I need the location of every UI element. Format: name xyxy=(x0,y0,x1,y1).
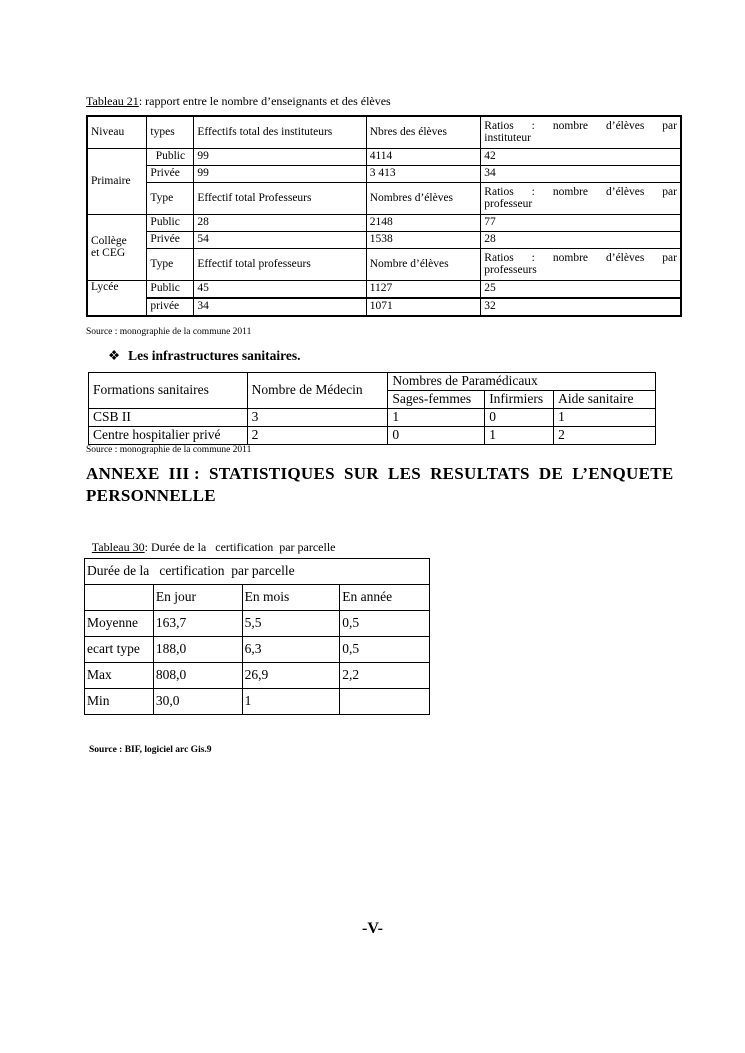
infrastructures-source: Source : monographie de la commune 2011 xyxy=(86,445,252,455)
table-row xyxy=(87,165,681,182)
table-row xyxy=(87,280,681,298)
row-ecart-annee: 0,5 xyxy=(340,637,430,663)
header-niveau: Niveau xyxy=(87,116,147,148)
college-privee-eleves: 1538 xyxy=(366,231,481,248)
infrastructures-title: Les infrastructures sanitaires. xyxy=(128,348,301,363)
college-public-ratio: 77 xyxy=(481,214,681,231)
header-medecin: Nombre de Médecin xyxy=(247,373,388,409)
row-min-jour: 30,0 xyxy=(153,689,242,715)
lycee-public-ratio: 25 xyxy=(481,280,681,298)
table-row xyxy=(85,585,430,611)
row1-sages-femmes: 1 xyxy=(388,409,485,427)
row-ecart-label: ecart type xyxy=(85,637,154,663)
table-row xyxy=(89,427,656,445)
primaire-subheader-eleves: Nombres d’élèves xyxy=(366,182,481,214)
column-en-jour: En jour xyxy=(153,585,242,611)
row2-aide: 2 xyxy=(554,427,656,445)
infrastructures-table xyxy=(88,372,656,445)
tableau21-source: Source : monographie de la commune 2011 xyxy=(86,327,252,337)
annexe-heading-line2: PERSONNELLE xyxy=(86,486,216,505)
row-max-jour: 808,0 xyxy=(153,663,242,689)
column-en-mois: En mois xyxy=(242,585,340,611)
table-row xyxy=(87,214,681,231)
tableau30-caption xyxy=(86,525,336,555)
row1-infirmiers: 0 xyxy=(485,409,554,427)
college-privee-effectif: 54 xyxy=(194,231,366,248)
row1-medecin: 3 xyxy=(247,409,388,427)
college-privee-ratio: 28 xyxy=(481,231,681,248)
page-number: -V- xyxy=(361,920,384,937)
row-moyenne-jour: 163,7 xyxy=(153,611,242,637)
row-moyenne-mois: 5,5 xyxy=(242,611,340,637)
header-infirmiers: Infirmiers xyxy=(485,391,554,409)
header-effectifs: Effectifs total des instituteurs xyxy=(194,116,366,148)
primaire-public-eleves: 4114 xyxy=(366,148,481,165)
college-subheader-ratio-line2: professeurs xyxy=(484,264,537,276)
header-ratio-line2: instituteur xyxy=(484,132,531,145)
tableau30-corner xyxy=(85,585,154,611)
college-label xyxy=(87,214,147,280)
row-min-mois: 1 xyxy=(242,689,340,715)
lycee-privee-eleves: 1071 xyxy=(366,298,481,316)
table-row xyxy=(87,248,681,280)
college-public-type: Public xyxy=(147,214,194,231)
college-label-line1: Collège xyxy=(91,234,127,247)
row-min-annee xyxy=(340,689,430,715)
tableau21-caption-text: : rapport entre le nombre d’enseignants et des élèves xyxy=(138,94,391,108)
tableau30-caption-text: : Durée de la certification par parcelle xyxy=(144,540,336,554)
diamond-bullet-icon: ❖ xyxy=(108,348,121,363)
primaire-subheader-type: Type xyxy=(147,182,194,214)
row-max-label: Max xyxy=(85,663,154,689)
tableau30-table xyxy=(84,558,430,715)
table-row xyxy=(89,409,656,427)
row1-aide: 1 xyxy=(554,409,656,427)
header-aide: Aide sanitaire xyxy=(554,391,656,409)
row-max-annee: 2,2 xyxy=(340,663,430,689)
row-ecart-mois: 6,3 xyxy=(242,637,340,663)
header-ratio xyxy=(481,116,681,148)
primaire-subheader-ratio xyxy=(481,182,681,214)
column-en-annee: En année xyxy=(340,585,430,611)
infrastructures-heading xyxy=(108,348,300,364)
lycee-privee-ratio: 32 xyxy=(481,298,681,316)
annexe-heading-line1: ANNEXE III : STATISTIQUES SUR LES RESULTATS DE L’ENQUETE xyxy=(86,464,674,483)
row1-formation: CSB II xyxy=(89,409,248,427)
table-row xyxy=(87,231,681,248)
primaire-public-effectif: 99 xyxy=(194,148,366,165)
row-min-label: Min xyxy=(85,689,154,715)
tableau21-caption-label: Tableau 21 xyxy=(86,94,139,108)
lycee-public-eleves: 1127 xyxy=(366,280,481,298)
college-subheader-eleves: Nombre d’élèves xyxy=(366,248,481,280)
college-subheader-type: Type xyxy=(147,248,194,280)
primaire-privee-effectif: 99 xyxy=(194,165,366,182)
primaire-subheader-effectif: Effectif total Professeurs xyxy=(194,182,366,214)
table-row xyxy=(87,182,681,214)
primaire-public-type: Public xyxy=(147,148,194,165)
college-public-effectif: 28 xyxy=(194,214,366,231)
header-formations: Formations sanitaires xyxy=(89,373,248,409)
tableau30-caption-label: Tableau 30 xyxy=(91,540,145,554)
row-moyenne-annee: 0,5 xyxy=(340,611,430,637)
header-sages-femmes: Sages-femmes xyxy=(388,391,485,409)
college-subheader-ratio-line1: Ratios : nombre d’élèves par xyxy=(484,251,677,264)
tableau30-source: Source : BIF, logiciel arc Gis.9 xyxy=(89,745,212,755)
lycee-privee-effectif: 34 xyxy=(194,298,366,316)
row2-medecin: 2 xyxy=(247,427,388,445)
college-public-eleves: 2148 xyxy=(366,214,481,231)
primaire-label: Primaire xyxy=(87,148,147,214)
tableau30-title: Durée de la certification par parcelle xyxy=(85,559,430,585)
row2-sages-femmes: 0 xyxy=(388,427,485,445)
row2-formation: Centre hospitalier privé xyxy=(89,427,248,445)
row-ecart-jour: 188,0 xyxy=(153,637,242,663)
header-types: types xyxy=(147,116,194,148)
tableau21-table xyxy=(86,115,682,317)
tableau21-caption xyxy=(86,94,391,109)
table-row xyxy=(85,611,430,637)
table-row xyxy=(85,663,430,689)
header-ratio-line1: Ratios : nombre d’élèves par xyxy=(484,120,677,133)
table-row xyxy=(87,148,681,165)
primaire-privee-eleves: 3 413 xyxy=(366,165,481,182)
table-row xyxy=(87,298,681,316)
row-moyenne-label: Moyenne xyxy=(85,611,154,637)
primaire-privee-type: Privée xyxy=(147,165,194,182)
table-row xyxy=(85,559,430,585)
college-subheader-ratio xyxy=(481,248,681,280)
row2-infirmiers: 1 xyxy=(485,427,554,445)
table-row xyxy=(85,637,430,663)
header-nbres: Nbres des élèves xyxy=(366,116,481,148)
primaire-subheader-ratio-line2: professeur xyxy=(484,198,533,210)
lycee-public-effectif: 45 xyxy=(194,280,366,298)
header-paramedicaux: Nombres de Paramédicaux xyxy=(388,373,656,391)
lycee-public-type: Public xyxy=(147,280,194,298)
table-row xyxy=(89,373,656,391)
table-row xyxy=(87,116,681,148)
college-subheader-effectif: Effectif total professeurs xyxy=(194,248,366,280)
college-label-line2: et CEG xyxy=(91,247,126,259)
lycee-privee-type: privée xyxy=(147,298,194,316)
lycee-label: Lycée xyxy=(87,280,147,316)
primaire-public-ratio: 42 xyxy=(481,148,681,165)
primaire-subheader-ratio-line1: Ratios : nombre d’élèves par xyxy=(484,185,677,198)
row-max-mois: 26,9 xyxy=(242,663,340,689)
table-row xyxy=(85,689,430,715)
primaire-privee-ratio: 34 xyxy=(481,165,681,182)
college-privee-type: Privée xyxy=(147,231,194,248)
